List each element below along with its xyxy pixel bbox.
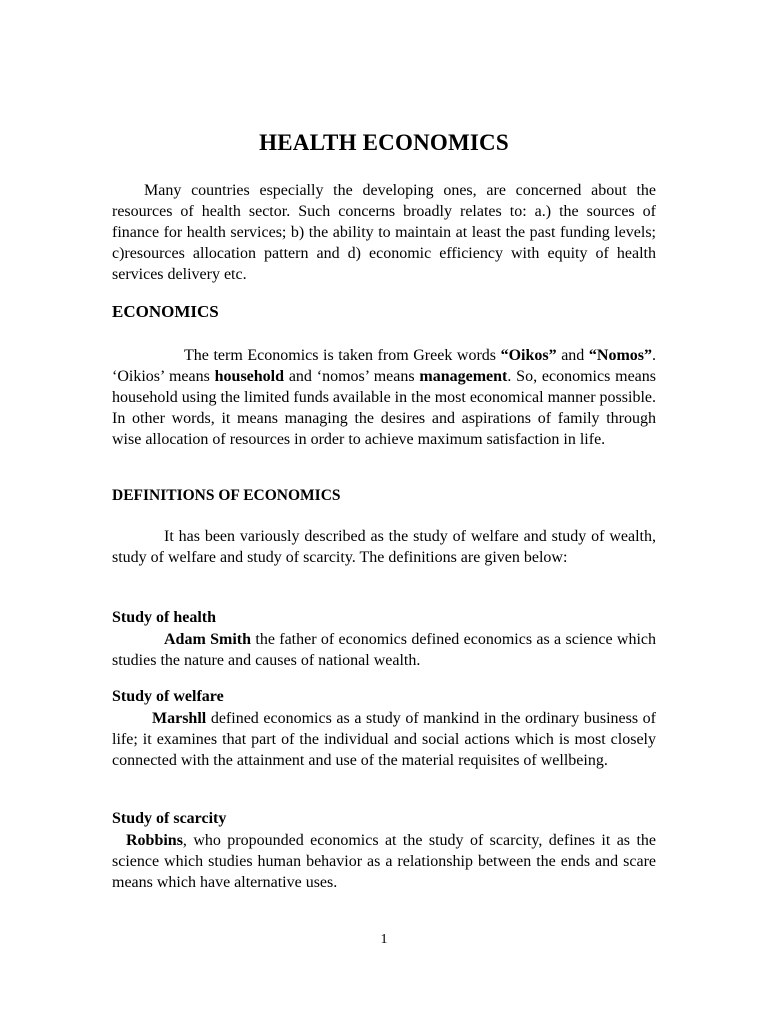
subheading-study-of-welfare: Study of welfare [112, 688, 224, 705]
economics-text-e: . So, economics means household using the limited funds available in the most economical manner possible. In other words, it means managing the desires and aspirations of family through wise allocation of resources in order to achieve maximum satisfaction in life. [112, 368, 657, 448]
welfare-paragraph [112, 708, 656, 771]
welfare-text: defined economics as a study of mankind in the ordinary business of life; it examines that part of the individual and social actions which is most closely connected with the attainment and use of the material requisites of wellbeing. [112, 710, 656, 769]
intro-paragraph: Many countries especially the developing ones, are concerned about the resources of health sector. Such concerns broadly relates to: a.) the sources of finance for health services; b) the ability to maintain at least the past funding levels; c)resources allocation pattern and d) economic efficiency with equity of health services delivery etc. [112, 182, 656, 283]
page-number: 1 [380, 932, 388, 947]
scarcity-text: , who propounded economics at the study of scarcity, defines it as the science which studies human behavior as a relationship between the ends and scare means which have alternative uses. [112, 832, 656, 891]
subheading-study-of-scarcity: Study of scarcity [112, 810, 227, 827]
page-title: HEALTH ECONOMICS [259, 130, 509, 155]
health-text: the father of economics defined economics as a science which studies the nature and causes of national wealth. [112, 631, 657, 669]
subheading-study-of-health: Study of health [112, 609, 217, 626]
term-management: management [419, 368, 508, 385]
term-nomos: “Nomos” [588, 347, 652, 364]
economics-text-a: The term Economics is taken from Greek words [184, 347, 501, 364]
name-marshll: Marshll [152, 710, 207, 727]
section-heading-economics: ECONOMICS [112, 302, 219, 321]
health-paragraph [112, 629, 656, 671]
section-heading-definitions: DEFINITIONS OF ECONOMICS [112, 487, 341, 504]
scarcity-paragraph [112, 830, 656, 893]
economics-paragraph [112, 345, 656, 450]
economics-text-d: and ‘nomos’ means [284, 368, 420, 385]
economics-text-b: and [556, 347, 589, 364]
definitions-paragraph: It has been variously described as the study of welfare and study of wealth, study of welfare and study of scarcity. The definitions are given below: [112, 528, 656, 566]
economics-text-c: . ‘Oikios’ means [112, 347, 656, 385]
name-adam-smith: Adam Smith [164, 631, 252, 648]
term-oikos: “Oikos” [500, 347, 557, 364]
name-robbins: Robbins [126, 832, 183, 849]
term-household: household [214, 368, 285, 385]
